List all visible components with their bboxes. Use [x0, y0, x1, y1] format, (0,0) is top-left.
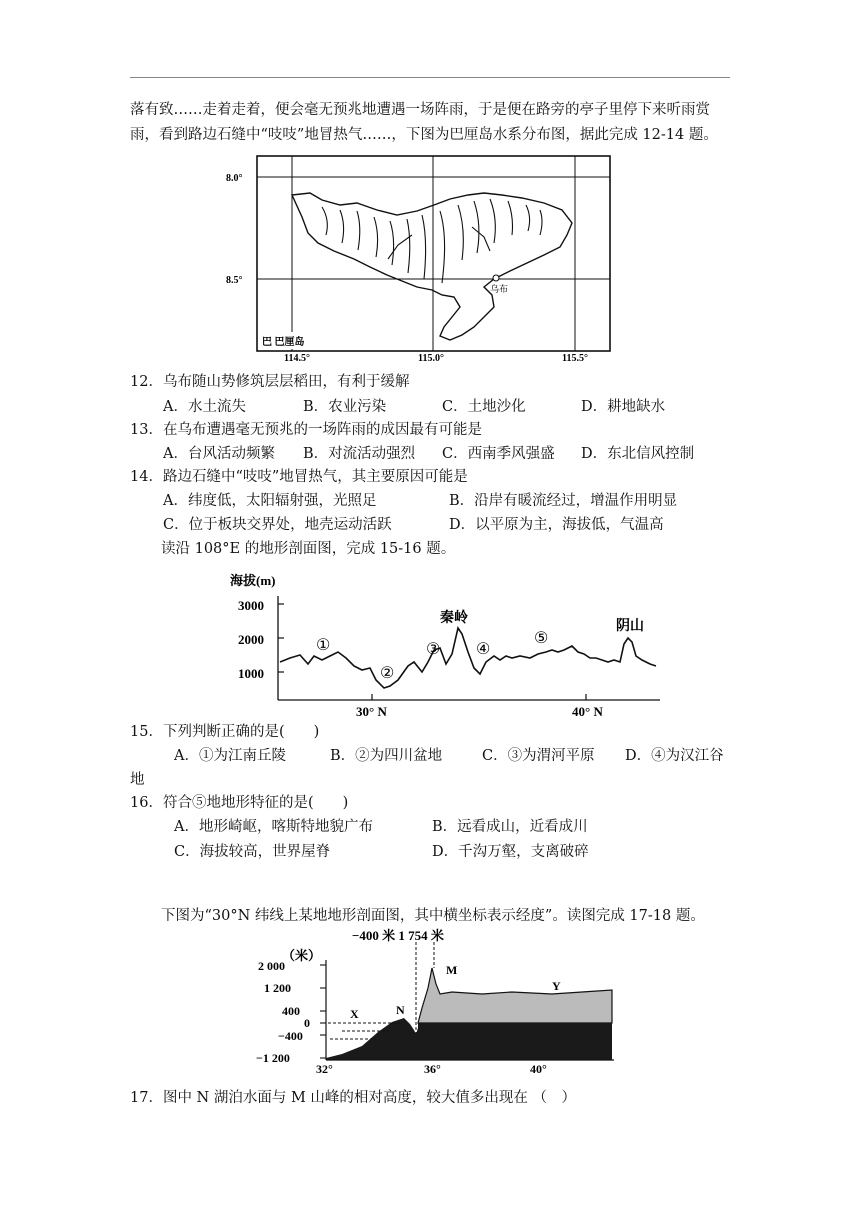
profile2-xtick-40: 40° — [530, 1062, 547, 1076]
profile1-xtick-30n: 30° N — [356, 704, 387, 719]
q15-option-c: C．③为渭河平原 — [482, 748, 595, 764]
q12-option-d: D．耕地缺水 — [581, 399, 666, 415]
profile1-mark-5: ⑤ — [534, 630, 549, 647]
profile1-ytick-2000: 2000 — [238, 632, 264, 647]
profile2-ytick-minus400: −400 — [278, 1029, 303, 1043]
q12-option-b: B．农业污染 — [303, 399, 387, 415]
profile2-label-y: Y — [552, 979, 561, 993]
profile1-ylabel: 海拔(m) — [230, 573, 276, 588]
terrain-profile-108e — [228, 568, 668, 720]
profile2-top-label: −400 米 1 754 米 — [352, 928, 444, 943]
q14-option-c: C．位于板块交界处，地壳运动活跃 — [163, 517, 392, 533]
ubud-label: 乌布 — [490, 284, 509, 294]
q13-option-c: C．西南季风强盛 — [442, 446, 555, 462]
q15-option-d-wrap: 地 — [130, 772, 145, 788]
profile1-terrain-line — [280, 628, 656, 688]
lon-label-115-5: 115.5° — [562, 353, 588, 364]
island-outline — [292, 193, 572, 340]
lon-label-115-0: 115.0° — [418, 353, 444, 364]
yinshan-label: 阴山 — [616, 619, 644, 634]
intro-line-1: 落有致……走着走着，便会毫无预兆地遭遇一场阵雨，于是便在路旁的亭子里停下来听雨赏 — [130, 102, 710, 118]
q17-stem: 17．图中 N 湖泊水面与 M 山峰的相对高度，较大值多出现在 （ ） — [130, 1090, 577, 1106]
profile2-ytick-400: 400 — [282, 1004, 300, 1018]
bali-river-map — [222, 155, 612, 365]
profile2-xtick-32: 32° — [316, 1062, 333, 1076]
q15-option-b: B．②为四川盆地 — [330, 748, 443, 764]
lon-label-114-5: 114.5° — [284, 353, 310, 364]
q14-option-d: D．以平原为主，海拔低，气温高 — [449, 517, 664, 533]
profile2-ytick-minus1200: −1 200 — [256, 1051, 290, 1065]
q13-option-b: B．对流活动强烈 — [303, 446, 416, 462]
q16-option-d: D．千沟万壑，支离破碎 — [432, 844, 589, 860]
profile2-label-n: N — [396, 1003, 405, 1017]
q16-option-a: A．地形崎岖，喀斯特地貌广布 — [174, 819, 373, 835]
profile2-ytick-1200: 1 200 — [264, 981, 291, 995]
q13-option-d: D．东北信风控制 — [581, 446, 695, 462]
q14-stem: 14．路边石缝中“吱吱”地冒热气，其主要原因可能是 — [130, 469, 468, 485]
profile2-unit: （米） — [282, 948, 322, 963]
profile2-land-fill — [326, 1018, 612, 1060]
q15-option-d: D．④为汉江谷 — [625, 748, 724, 764]
profile2-label-m: M — [446, 963, 458, 977]
q15-stem: 15．下列判断正确的是( ) — [130, 724, 320, 740]
instruction-15-16: 读沿 108°E 的地形剖面图，完成 15-16 题。 — [161, 541, 456, 557]
lat-label-8-0: 8.0° — [226, 173, 243, 184]
profile1-ytick-3000: 3000 — [238, 598, 264, 613]
profile1-mark-4: ④ — [476, 641, 491, 658]
header-rule — [130, 77, 730, 78]
bali-caption: 巴 巴厘岛 — [262, 337, 305, 348]
q12-option-c: C．土地沙化 — [442, 399, 526, 415]
q16-option-c: C．海拔较高，世界屋脊 — [174, 844, 331, 860]
instruction-17-18: 下图为“30°N 纬线上某地地形剖面图，其中横坐标表示经度”。读图完成 17-18 题。 — [161, 908, 705, 924]
q12-option-a: A．水土流失 — [163, 399, 246, 415]
profile2-label-x: X — [350, 1007, 359, 1021]
q13-option-a: A．台风活动频繁 — [163, 446, 275, 462]
profile2-ytick-2000: 2 000 — [258, 959, 285, 973]
intro-line-2: 雨，看到路边石缝中“吱吱”地冒热气……，下图为巴厘岛水系分布图，据此完成 12-14 题。 — [130, 127, 718, 143]
q16-stem: 16．符合⑤地地形特征的是( ) — [130, 795, 349, 811]
q13-stem: 13．在乌布遭遇毫无预兆的一场阵雨的成因最有可能是 — [130, 422, 482, 438]
profile1-ytick-1000: 1000 — [238, 666, 264, 681]
lat-label-8-5: 8.5° — [226, 275, 243, 286]
q14-option-b: B．沿岸有暖流经过，增温作用明显 — [449, 493, 678, 509]
q16-option-b: B．远看成山，近看成川 — [432, 819, 588, 835]
profile1-xtick-40n: 40° N — [572, 704, 603, 719]
profile1-mark-3: ③ — [426, 641, 441, 658]
rivers — [322, 199, 542, 283]
qinling-label: 秦岭 — [440, 611, 468, 626]
profile1-mark-1: ① — [316, 637, 331, 654]
q14-option-a: A．纬度低，太阳辐射强，光照足 — [163, 493, 377, 509]
profile2-ytick-0: 0 — [304, 1016, 310, 1030]
terrain-profile-30n — [252, 928, 622, 1076]
profile2-xtick-36: 36° — [424, 1062, 441, 1076]
profile1-mark-2: ② — [380, 665, 395, 682]
q12-stem: 12．乌布随山势修筑层层稻田，有利于缓解 — [130, 374, 410, 390]
q15-option-a: A．①为江南丘陵 — [174, 748, 286, 764]
